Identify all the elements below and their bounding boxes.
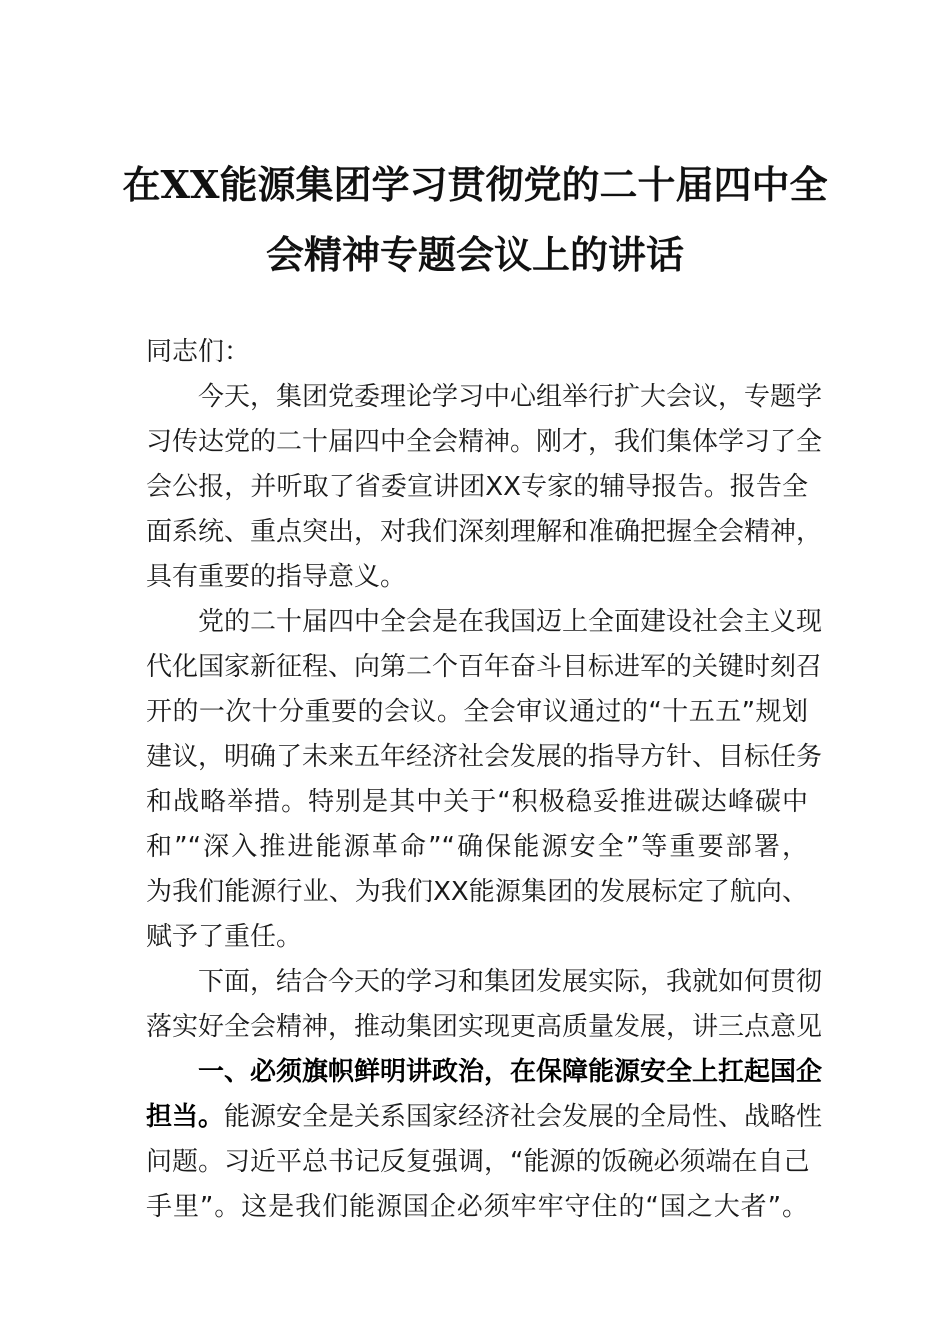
paragraph-2-line-7: 为我们能源行业、为我们XX能源集团的发展标定了航向、 (146, 877, 808, 907)
section-1-line-3: 问题。习近平总书记反复强调，“能源的饭碗必须端在自己 (146, 1147, 810, 1177)
paragraph-3-line-1: 下面，结合今天的学习和集团发展实际，我就如何贯彻 (198, 967, 823, 997)
section-1-line-2 (146, 1094, 823, 1140)
section-1-body-start: 能源安全是关系国家经济社会发展的全局性、战略性 (224, 1102, 823, 1132)
section-1-heading-end: 担当。 (146, 1102, 225, 1132)
paragraph-2-line-1: 党的二十届四中全会是在我国迈上全面建设社会主义现 (198, 607, 823, 637)
paragraph-2-line-6: 和”“深入推进能源革命”“确保能源安全”等重要部署， (146, 832, 808, 862)
salutation: 同志们： (146, 337, 251, 367)
paragraph-2-line-3: 开的一次十分重要的会议。全会审议通过的“十五五”规划 (146, 697, 808, 727)
document-title-line-1: 在XX能源集团学习贯彻党的二十届四中全 (122, 162, 828, 207)
document-title-line-2: 会精神专题会议上的讲话 (265, 232, 684, 277)
paragraph-3-line-2: 落实好全会精神，推动集团实现更高质量发展，讲三点意见 (146, 1012, 823, 1042)
paragraph-1-line-5: 具有重要的指导意义。 (146, 562, 407, 592)
paragraph-1-line-3: 会公报，并听取了省委宣讲团XX专家的辅导报告。报告全 (146, 472, 808, 502)
paragraph-2-line-5: 和战略举措。特别是其中关于“积极稳妥推进碳达峰碳中 (146, 787, 808, 817)
section-1-line-4: 手里”。这是我们能源国企必须牢牢守住的“国之大者”。 (146, 1192, 808, 1222)
paragraph-2-line-2: 代化国家新征程、向第二个百年奋斗目标进军的关键时刻召 (146, 652, 823, 682)
paragraph-2-line-8: 赋予了重任。 (146, 922, 303, 952)
section-1-heading-line-1: 一、必须旗帜鲜明讲政治，在保障能源安全上扛起国企 (198, 1057, 823, 1087)
paragraph-1-line-1: 今天，集团党委理论学习中心组举行扩大会议，专题学 (198, 382, 823, 412)
paragraph-2-line-4: 建议，明确了未来五年经济社会发展的指导方针、目标任务 (146, 742, 823, 772)
paragraph-1-line-4: 面系统、重点突出，对我们深刻理解和准确把握全会精神， (146, 517, 823, 547)
paragraph-1-line-2: 习传达党的二十届四中全会精神。刚才，我们集体学习了全 (146, 427, 823, 457)
